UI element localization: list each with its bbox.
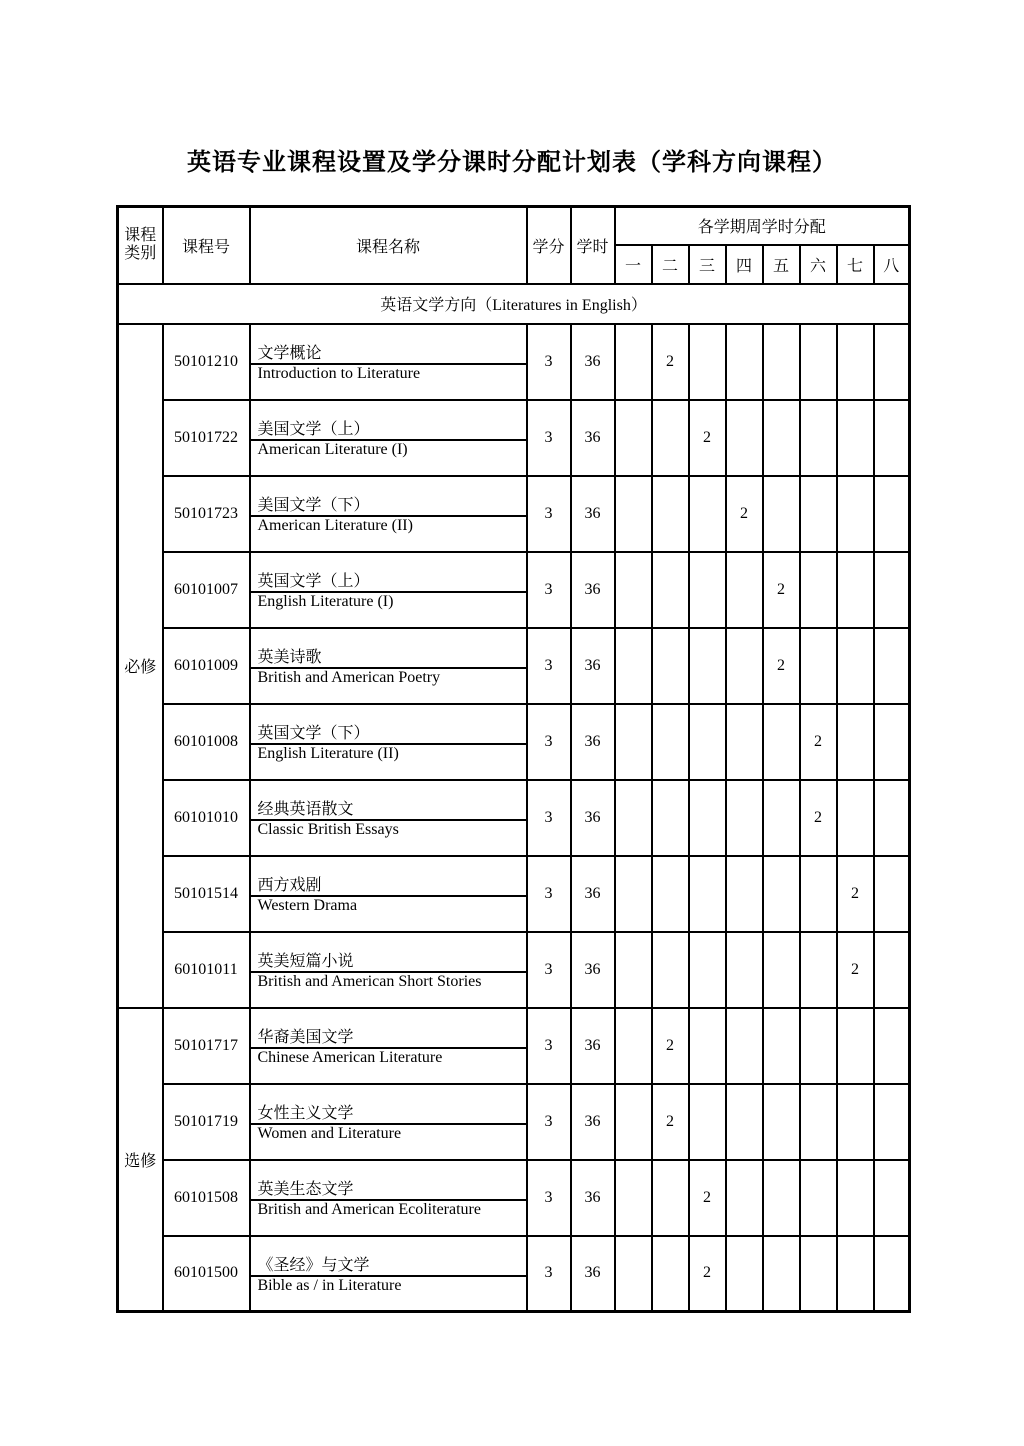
- header-row-1: [118, 207, 910, 245]
- sem-cell: 2: [689, 1236, 726, 1312]
- course-code: 60101007: [163, 552, 250, 628]
- sem-cell: [874, 1160, 910, 1236]
- sem-cell: 2: [763, 628, 800, 704]
- course-code: 50101719: [163, 1084, 250, 1160]
- course-credits: 3: [527, 476, 571, 552]
- sem-cell: 2: [652, 1084, 689, 1160]
- sem-cell: [726, 628, 763, 704]
- sem-cell: [726, 400, 763, 476]
- header-semester-group: 各学期周学时分配: [615, 207, 910, 245]
- sem-cell: [874, 628, 910, 704]
- table-row: [118, 1008, 910, 1084]
- course-name-cell: [250, 1008, 527, 1084]
- sem-cell: [874, 704, 910, 780]
- course-credits: 3: [527, 324, 571, 400]
- course-hours: 36: [571, 1160, 615, 1236]
- table-row: [118, 1084, 910, 1160]
- sem-cell: [726, 780, 763, 856]
- header-course-name: 课程名称: [250, 207, 527, 284]
- sem-cell: 2: [800, 704, 837, 780]
- course-credits: 3: [527, 1008, 571, 1084]
- sem-cell: [726, 552, 763, 628]
- course-name-en: English Literature (II): [257, 745, 399, 762]
- sem-cell: [652, 1236, 689, 1312]
- course-name-zh: 英美短篇小说: [251, 948, 526, 973]
- sem-cell: [652, 400, 689, 476]
- course-name-cell: [250, 1236, 527, 1312]
- course-hours: 36: [571, 1008, 615, 1084]
- course-name-cell: [250, 400, 527, 476]
- course-code: 60101009: [163, 628, 250, 704]
- course-code: 60101011: [163, 932, 250, 1008]
- course-hours: 36: [571, 400, 615, 476]
- course-name-cell: [250, 324, 527, 400]
- table-row: [118, 1160, 910, 1236]
- sem-cell: [689, 932, 726, 1008]
- course-name-cell: [250, 932, 527, 1008]
- sem-cell: [726, 1008, 763, 1084]
- sem-cell: [652, 476, 689, 552]
- course-name-zh: 文学概论: [251, 340, 526, 365]
- sem-cell: [615, 1236, 652, 1312]
- course-name-cell: [250, 476, 527, 552]
- sem-cell: [726, 704, 763, 780]
- sem-cell: [615, 324, 652, 400]
- table-row: [118, 856, 910, 932]
- course-name-zh: 女性主义文学: [251, 1100, 526, 1125]
- table-row: [118, 628, 910, 704]
- sem-cell: [652, 1160, 689, 1236]
- sem-cell: [689, 1084, 726, 1160]
- course-credits: 3: [527, 932, 571, 1008]
- sem-cell: [615, 704, 652, 780]
- header-sem-2: 二: [652, 245, 689, 284]
- sem-cell: [726, 1236, 763, 1312]
- sem-cell: [763, 856, 800, 932]
- course-hours: 36: [571, 780, 615, 856]
- sem-cell: [837, 476, 874, 552]
- course-code: 50101722: [163, 400, 250, 476]
- sem-cell: [689, 780, 726, 856]
- course-name-en: Classic British Essays: [257, 821, 399, 838]
- sem-cell: [726, 1160, 763, 1236]
- sem-cell: [837, 780, 874, 856]
- sem-cell: [837, 400, 874, 476]
- sem-cell: [837, 628, 874, 704]
- sem-cell: [874, 476, 910, 552]
- sem-cell: [763, 1160, 800, 1236]
- course-name-cell: [250, 628, 527, 704]
- sem-cell: [874, 932, 910, 1008]
- sem-cell: [615, 1008, 652, 1084]
- sem-cell: [615, 780, 652, 856]
- header-course-number: 课程号: [163, 207, 250, 284]
- course-name-zh: 美国文学（上）: [251, 416, 526, 441]
- header-sem-8: 八: [874, 245, 910, 284]
- sem-cell: [800, 932, 837, 1008]
- sem-cell: [763, 1084, 800, 1160]
- course-hours: 36: [571, 704, 615, 780]
- sem-cell: [615, 476, 652, 552]
- course-hours: 36: [571, 932, 615, 1008]
- course-name-en: British and American Poetry: [257, 669, 441, 686]
- sem-cell: [763, 324, 800, 400]
- sem-cell: [615, 1160, 652, 1236]
- course-name-en: Bible as / in Literature: [257, 1276, 402, 1294]
- course-code: 60101500: [163, 1236, 250, 1312]
- course-name-en: American Literature (II): [257, 517, 413, 534]
- course-code: 60101008: [163, 704, 250, 780]
- header-credits: 学分: [527, 207, 571, 284]
- course-name-en: Western Drama: [257, 897, 358, 914]
- sem-cell: [837, 1236, 874, 1312]
- sem-cell: [800, 1236, 837, 1312]
- course-credits: 3: [527, 780, 571, 856]
- table-row: [118, 324, 910, 400]
- course-name-zh: 英美诗歌: [251, 644, 526, 669]
- course-name-zh: 《圣经》与文学: [251, 1252, 526, 1277]
- sem-cell: 2: [837, 856, 874, 932]
- header-sem-4: 四: [726, 245, 763, 284]
- sem-cell: [800, 1160, 837, 1236]
- sem-cell: [689, 324, 726, 400]
- header-sem-6: 六: [800, 245, 837, 284]
- sem-cell: [726, 932, 763, 1008]
- course-name-cell: [250, 856, 527, 932]
- sem-cell: [874, 780, 910, 856]
- course-hours: 36: [571, 476, 615, 552]
- course-name-zh: 英美生态文学: [251, 1176, 526, 1201]
- header-hours: 学时: [571, 207, 615, 284]
- course-name-cell: [250, 1084, 527, 1160]
- course-name-zh: 华裔美国文学: [251, 1024, 526, 1049]
- course-credits: 3: [527, 1084, 571, 1160]
- course-name-en: Introduction to Literature: [257, 365, 421, 382]
- sem-cell: [652, 628, 689, 704]
- course-name-cell: [250, 704, 527, 780]
- sem-cell: [837, 324, 874, 400]
- sem-cell: [874, 1236, 910, 1312]
- sem-cell: [874, 324, 910, 400]
- header-course-category: 课程类别: [118, 207, 163, 284]
- sem-cell: [615, 856, 652, 932]
- sem-cell: [874, 856, 910, 932]
- course-hours: 36: [571, 628, 615, 704]
- sem-cell: [800, 324, 837, 400]
- sem-cell: [652, 856, 689, 932]
- sem-cell: [763, 704, 800, 780]
- course-credits: 3: [527, 552, 571, 628]
- course-code: 50101514: [163, 856, 250, 932]
- sem-cell: [615, 552, 652, 628]
- header-sem-3: 三: [689, 245, 726, 284]
- course-name-zh: 西方戏剧: [251, 872, 526, 897]
- sem-cell: 2: [800, 780, 837, 856]
- course-code: 60101010: [163, 780, 250, 856]
- sem-cell: [689, 476, 726, 552]
- course-credits: 3: [527, 628, 571, 704]
- table-row: [118, 704, 910, 780]
- table-row: [118, 476, 910, 552]
- course-name-en: Chinese American Literature: [257, 1049, 443, 1066]
- sem-cell: [615, 932, 652, 1008]
- sem-cell: [837, 704, 874, 780]
- course-name-en: Women and Literature: [257, 1125, 402, 1142]
- category-elective: 选修: [118, 1008, 163, 1312]
- course-credits: 3: [527, 400, 571, 476]
- sem-cell: [874, 1008, 910, 1084]
- sem-cell: [689, 856, 726, 932]
- sem-cell: [837, 1160, 874, 1236]
- sem-cell: [800, 628, 837, 704]
- sem-cell: [763, 1008, 800, 1084]
- header-sem-7: 七: [837, 245, 874, 284]
- sem-cell: [800, 1084, 837, 1160]
- course-name-en: American Literature (I): [257, 441, 408, 458]
- course-credits: 3: [527, 1236, 571, 1312]
- course-hours: 36: [571, 856, 615, 932]
- course-code: 60101508: [163, 1160, 250, 1236]
- sem-cell: [800, 476, 837, 552]
- sem-cell: [800, 552, 837, 628]
- course-hours: 36: [571, 1236, 615, 1312]
- sem-cell: [800, 856, 837, 932]
- table-row: [118, 400, 910, 476]
- sem-cell: 2: [652, 324, 689, 400]
- sem-cell: 2: [689, 1160, 726, 1236]
- course-name-en: English Literature (I): [257, 593, 394, 610]
- course-name-cell: [250, 1160, 527, 1236]
- course-code: 50101723: [163, 476, 250, 552]
- section-row: [118, 284, 910, 324]
- sem-cell: [615, 1084, 652, 1160]
- course-credits: 3: [527, 1160, 571, 1236]
- course-name-zh: 英国文学（上）: [251, 568, 526, 593]
- course-plan-table: [116, 205, 911, 1313]
- header-sem-1: 一: [615, 245, 652, 284]
- course-name-en: British and American Short Stories: [257, 973, 482, 990]
- course-name-cell: [250, 780, 527, 856]
- sem-cell: [615, 400, 652, 476]
- course-hours: 36: [571, 324, 615, 400]
- table-row: [118, 1236, 910, 1312]
- sem-cell: [689, 552, 726, 628]
- category-required: 必修: [118, 324, 163, 1008]
- sem-cell: 2: [726, 476, 763, 552]
- sem-cell: [652, 552, 689, 628]
- sem-cell: [763, 1236, 800, 1312]
- course-name-en: British and American Ecoliterature: [257, 1201, 481, 1218]
- sem-cell: 2: [689, 400, 726, 476]
- sem-cell: [689, 628, 726, 704]
- course-name-cell: [250, 552, 527, 628]
- course-name-zh: 美国文学（下）: [251, 492, 526, 517]
- page-title: 英语专业课程设置及学分课时分配计划表（学科方向课程）: [187, 150, 837, 176]
- sem-cell: [726, 324, 763, 400]
- sem-cell: [874, 1084, 910, 1160]
- course-name-zh: 英国文学（下）: [251, 720, 526, 745]
- course-hours: 36: [571, 1084, 615, 1160]
- course-name-zh: 经典英语散文: [251, 796, 526, 821]
- sem-cell: 2: [652, 1008, 689, 1084]
- sem-cell: 2: [763, 552, 800, 628]
- sem-cell: [837, 1084, 874, 1160]
- course-code: 50101717: [163, 1008, 250, 1084]
- sem-cell: [689, 1008, 726, 1084]
- course-credits: 3: [527, 704, 571, 780]
- sem-cell: [837, 552, 874, 628]
- course-code: 50101210: [163, 324, 250, 400]
- course-hours: 36: [571, 552, 615, 628]
- sem-cell: 2: [837, 932, 874, 1008]
- sem-cell: [874, 400, 910, 476]
- sem-cell: [652, 704, 689, 780]
- sem-cell: [763, 476, 800, 552]
- section-title: 英语文学方向（Literatures in English）: [118, 284, 910, 324]
- sem-cell: [763, 932, 800, 1008]
- sem-cell: [800, 400, 837, 476]
- sem-cell: [763, 400, 800, 476]
- table-row: [118, 932, 910, 1008]
- sem-cell: [689, 704, 726, 780]
- table-row: [118, 552, 910, 628]
- sem-cell: [874, 552, 910, 628]
- sem-cell: [800, 1008, 837, 1084]
- sem-cell: [652, 780, 689, 856]
- course-credits: 3: [527, 856, 571, 932]
- header-sem-5: 五: [763, 245, 800, 284]
- sem-cell: [763, 780, 800, 856]
- sem-cell: [726, 856, 763, 932]
- sem-cell: [726, 1084, 763, 1160]
- sem-cell: [615, 628, 652, 704]
- sem-cell: [652, 932, 689, 1008]
- table-row: [118, 780, 910, 856]
- sem-cell: [837, 1008, 874, 1084]
